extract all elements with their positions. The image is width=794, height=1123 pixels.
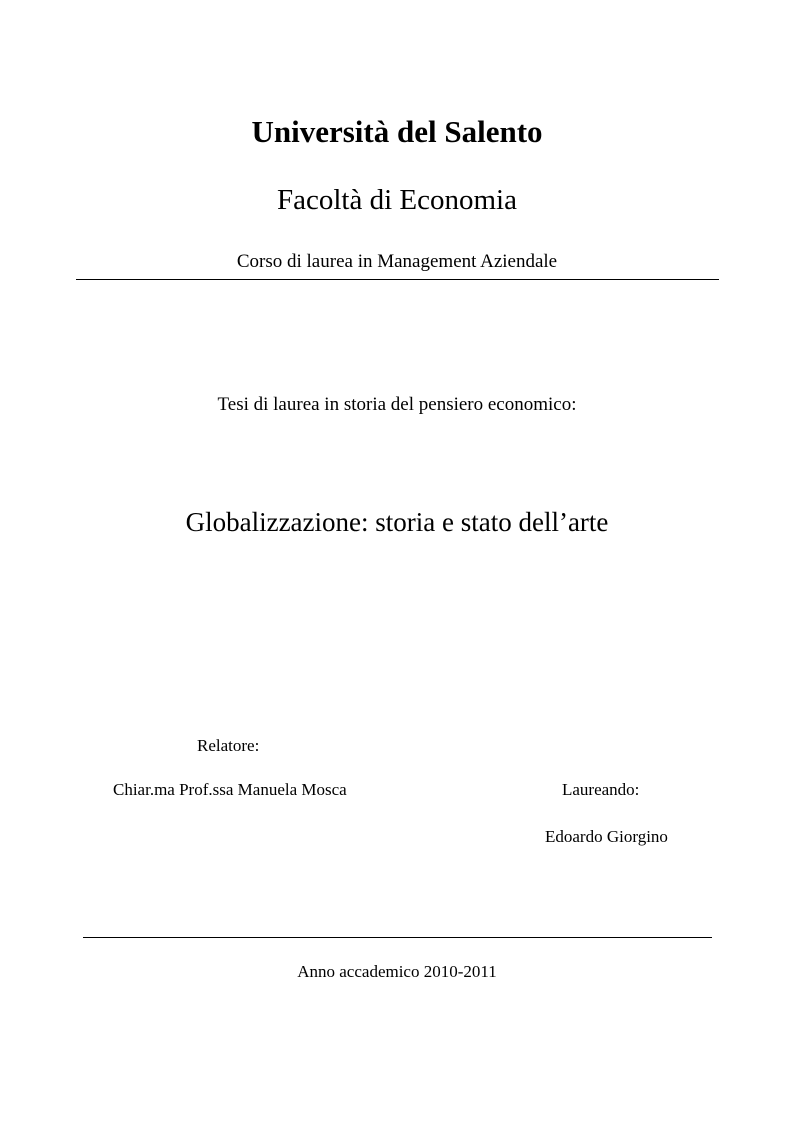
thesis-type: Tesi di laurea in storia del pensiero economico: (217, 394, 577, 415)
candidate-label: Laureando: (562, 780, 640, 799)
degree-course: Corso di laurea in Management Aziendale (236, 251, 558, 272)
faculty-name: Facoltà di Economia (277, 184, 517, 216)
university-name: Università del Salento (251, 114, 543, 149)
academic-year: Anno accademico 2010-2011 (297, 962, 497, 981)
thesis-title: Globalizzazione: storia e stato dell’arte (185, 507, 609, 537)
supervisor-label: Relatore: (197, 736, 260, 755)
header-divider (76, 279, 719, 280)
supervisor-name: Chiar.ma Prof.ssa Manuela Mosca (113, 780, 347, 799)
candidate-name: Edoardo Giorgino (545, 827, 668, 846)
footer-divider (83, 937, 712, 938)
